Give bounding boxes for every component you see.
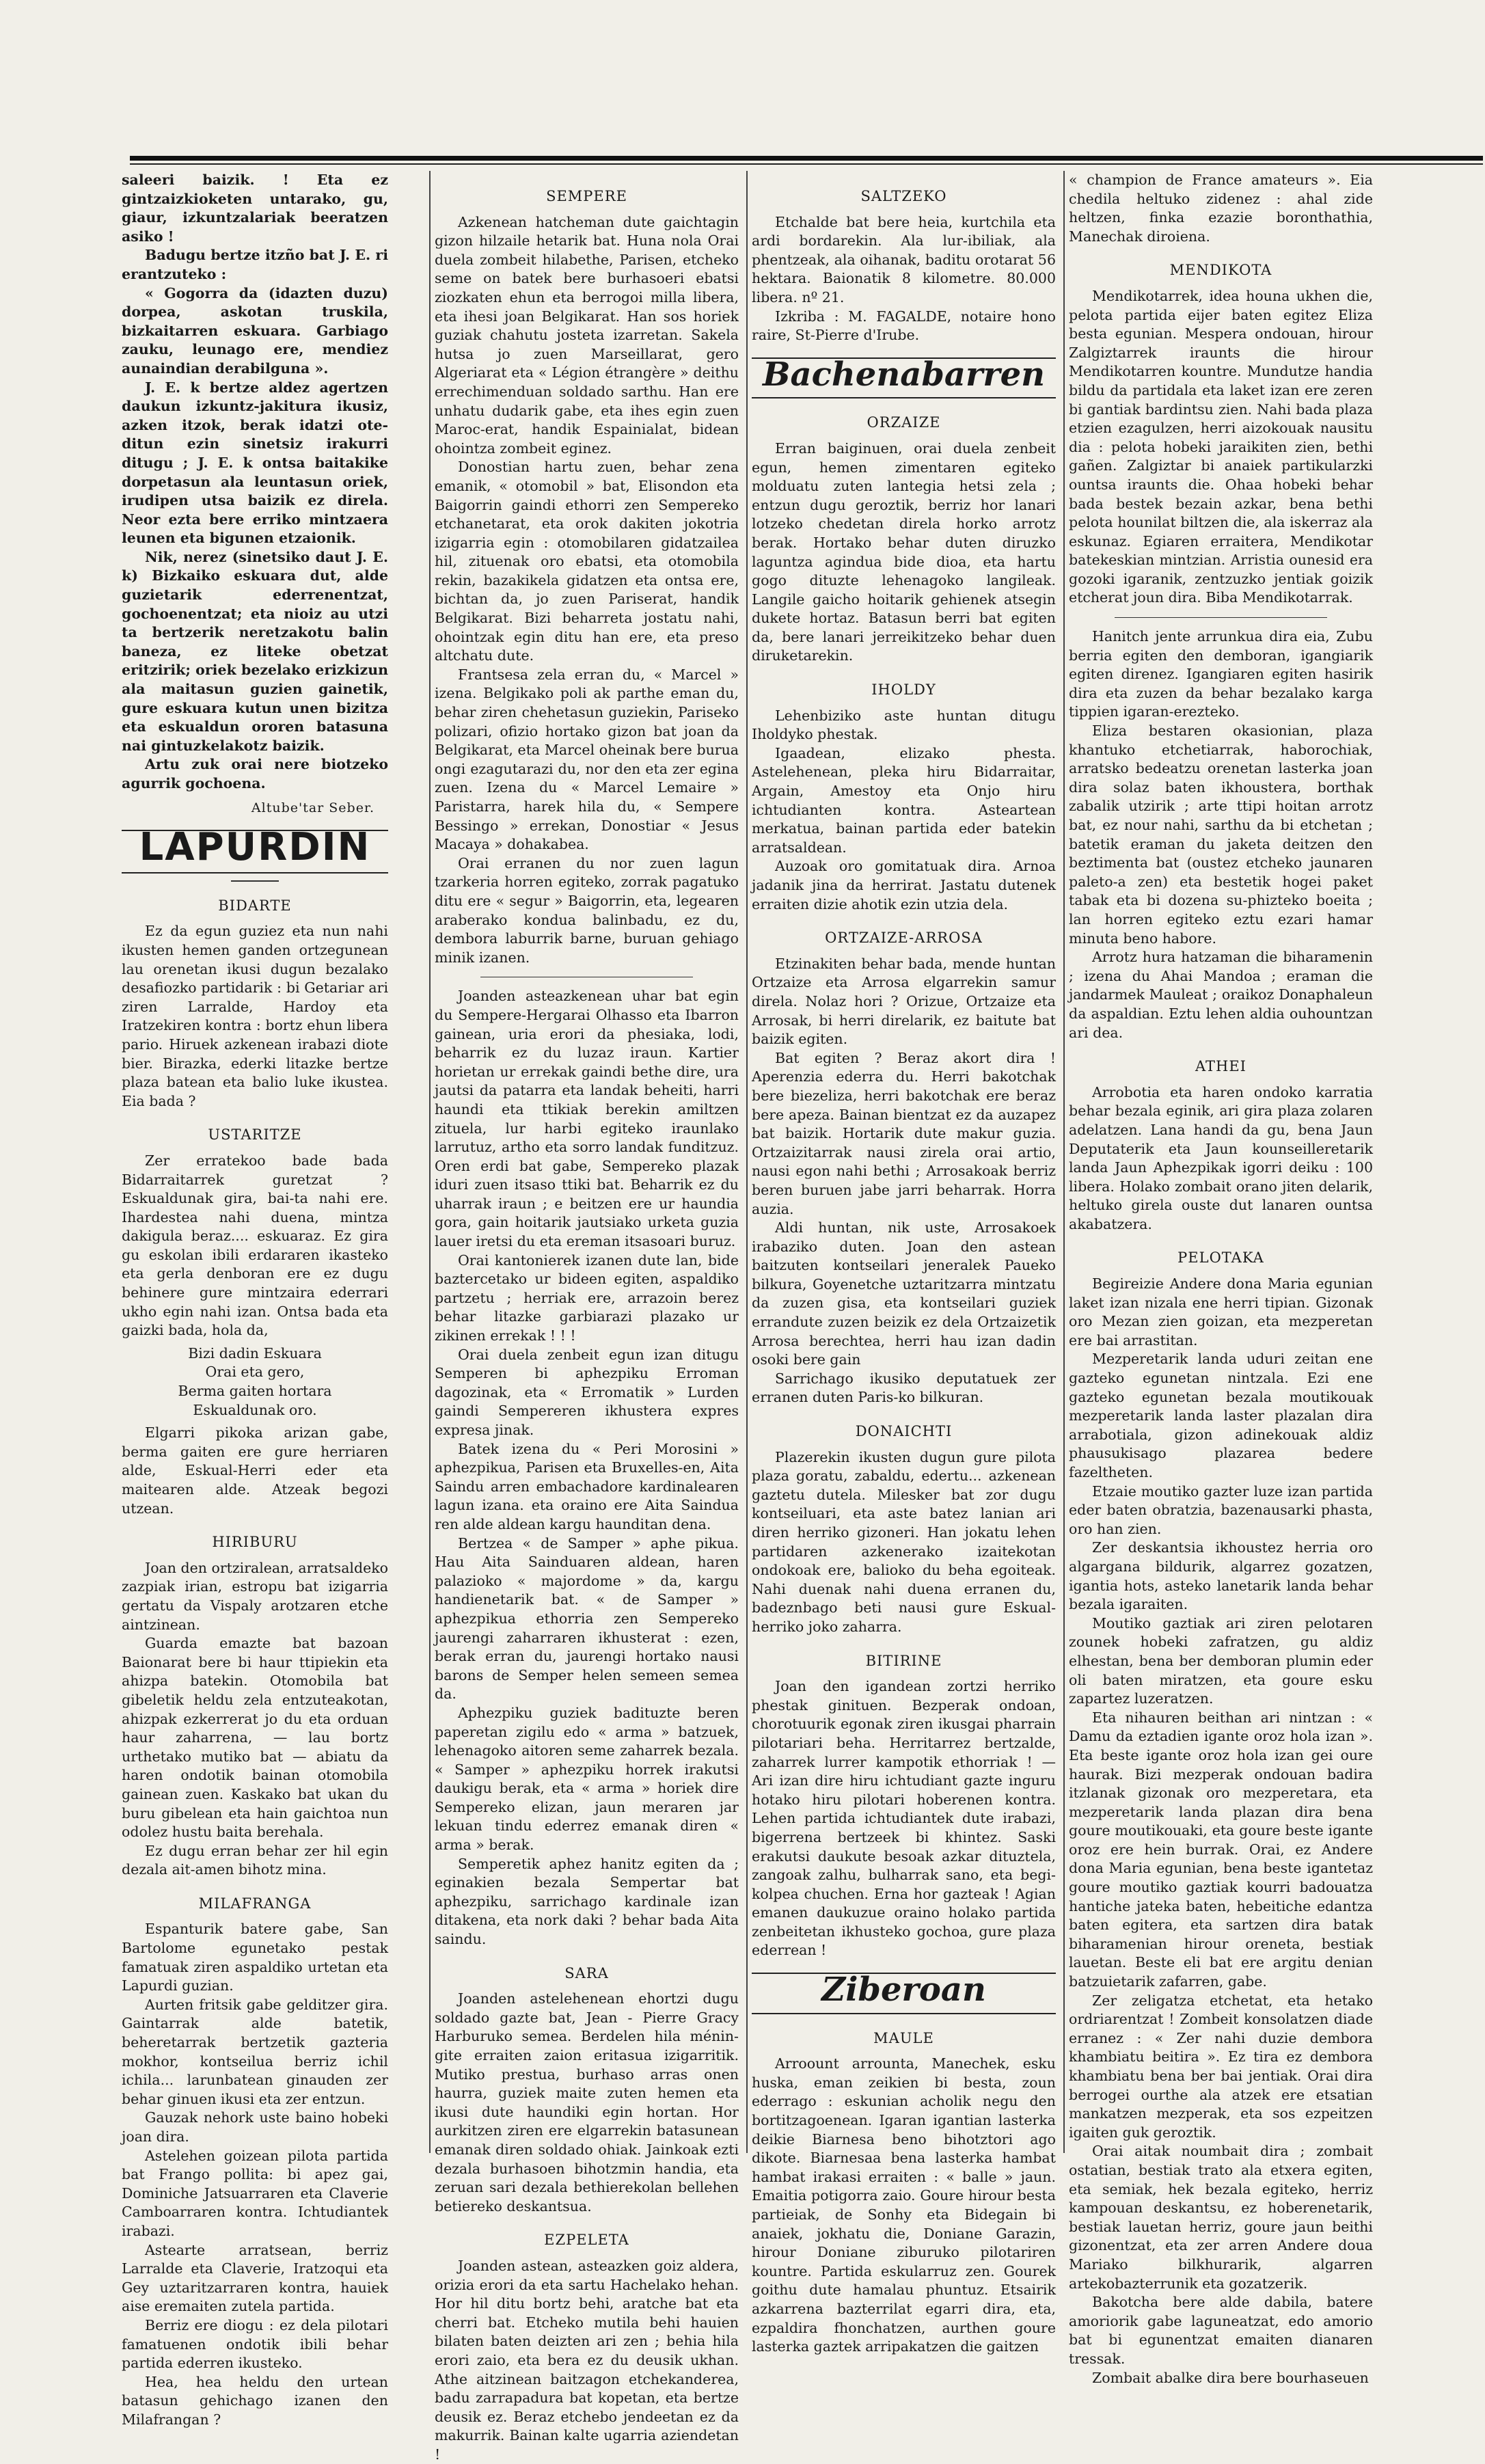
region-title: Bachenabarren	[762, 355, 1045, 394]
paragraph: Hea, hea heldu den urtean batasun gehichago izanen den Milafrangan ?	[122, 2373, 388, 2428]
paragraph: saleeri baizik. ! Eta ez gintzaizkioketen untarako, gu, giaur, izkuntzalariak beeratzen asiko !	[122, 172, 388, 245]
paragraph: Plazerekin ikusten dugun gure pilota plaza goratu, zabaldu, edertu... azkenean gaztetu dutela. Milesker bat zor dugu kontseiluari, eta aste batez lanian ari diren herriko gizoneri. Han jokatu lehen partidaren azkenerako izaitekotan ondokoak ere, balioko du beha egoiteak. Nahi duenak nahi duena erranen du, badeznbago beti nausi gure Eskual-herriko joko zaharra.	[752, 1448, 1056, 1635]
paragraph: Elgarri pikoka arizan gabe, berma gaiten ere gure herriaren alde, Eskual-Herri eder eta maitearen alde. Atzeak begozi utzean.	[122, 1424, 388, 1517]
paragraph: Etchalde bat bere heia, kurtchila eta ardi bordarekin. Ala lur-ibiliak, ala phentzeak, ala oihanak, baditu orotarat 56 hektara. Baionatik 8 kilometre. 80.000 libera. nº 21.	[752, 213, 1056, 306]
paragraph: Zer zeligatza etchetat, eta hetako ordriarentzat ! Zombeit konsolatzen diade erranez : « Zer nahi duzie dembora khambiatu beitira ». Ez tira ez dembora khambiatu bena ber bai jentiak. Orai dira berrogei ourthe ala atzek ere etsatian mankatzen mezperak, eta sos ezpeitzen igaiten guk geroztik.	[1069, 1992, 1373, 2141]
section-title-bidarte: BIDARTE	[218, 897, 292, 914]
section-title-sempere: SEMPERE	[546, 188, 627, 204]
column-1	[122, 171, 388, 2428]
signature: Altube'tar Seber.	[251, 800, 374, 815]
section-title-pelotaka: PELOTAKA	[1177, 1249, 1264, 1267]
paragraph: Orai erranen du nor zuen lagun tzarkeria horren egiteko, zorrak pagatuko ditu ere « segur » Baigorrin, eta, legearen araberako kondua balinbadu, ez du, dembora laburrik barne, buruan gehiago minik izanen.	[435, 854, 739, 966]
section-title-ezpeleta: EZPELETA	[544, 2232, 629, 2249]
paragraph: Bat egiten ? Beraz akort dira ! Aperenzia ederra du. Herri bakotchak bere biezeliza, herri bakotchak ere beraz bere apeza. Bainan bientzat ez da auzapez bat baizik. Hortarik dute makur guzia. Ortzaizitarrak nausi zirela orai artio, nausi egon nahi bethi ; Arrosakoak berriz beren buruen jabe jarri beharrak. Horra auzia.	[752, 1049, 1056, 1217]
paragraph: Mendikotarrek, idea houna ukhen die, pelota partida eijer baten egitez Eliza besta egunian. Mespera ondouan, hirour Zalgiztarrek iraunts die hirour Mendikotarren kountre. Mundutze handia bildu da partidala eta laket izan ere zeren bi gantiak bardintsu zien. Nahi bada plaza etzien ezagulzen, herri aizokouak nausitu dia : pelota hobeki jaraikiten zien, bethi gañen. Zalgiztar bi anaiek partikularzki ountsa iraunts die. Ohaa hobeki behar bada bestek bezain azkar, bena bethi pelota hounilat biltzen die, ala iskerraz ala eskunaz. Egiaren erraitera, Mendikotar batekeskian mintzian. Arristia ounesid era gozoki igaranik, zentzuzko jentiak goizik etcherat joun dira. Biba Mendikotarrak.	[1069, 287, 1373, 606]
paragraph: Joanden astelehenean ehortzi dugu soldado gazte bat, Jean - Pierre Gracy Harburuko semea. Berdelen hila ménin-gite erraiten zaion eritasua izigarritik. Mutiko prestua, burhaso arras onen haurra, guziek maite zuten hemen eta ikusi dute haundiki egin hortan. Hor aurkitzen ziren ere elgarrekin batasunean emanak diren soldado ohiak. Jainkoak ezti dezala burhasoen bihotzmin handia, eta zeruan sari dezala bethierekolan bellehen betiereko deskantsua.	[435, 1990, 739, 2215]
section-title-bitirine: BITIRINE	[865, 1652, 942, 1669]
paragraph: « champion de France amateurs ». Eia chedila heltuko zidenez : ahal zide heltzen, finka ezazie boronthathia, Manechak diroiena.	[1069, 172, 1373, 245]
section-title-milafranga: MILAFRANGA	[198, 1895, 312, 1912]
paragraph: Astearte arratsean, berriz Larralde eta Claverie, Iratzoqui eta Gey uztaritzarraren kontra, hauiek aise eremaiten zutela partida.	[122, 2241, 388, 2315]
paragraph: Arroount arrounta, Manechek, esku huska, eman zeikien bi besta, zoun ederrago : eskunian acholik negu den bortitzagoenean. Igaran igantian lasterka deikie Biarnesa beno bihotztori ago dikote. Biarnesaa bena lasterka hambat hambat irakasi erraiten : « balle » jaun. Emaitia potigorra zaio. Goure hirour besta partieiak, de Sonhy eta Bidegain bi anaiek, jokhatu die, Doniane Garazin, hirour Doniane ziburuko pilotariren kountre. Partida eskularruz zen. Gourek goithu dute hamalau phuntuz. Etsairik azkarrena bazterrilat egarri dira, eta, ezpaldira fhonchatzen, aurthen goure lasterka gaztek arripakatzen die gaitzen	[752, 2055, 1056, 2355]
region-title: LAPURDIN	[139, 825, 371, 870]
paragraph: Aurten fritsik gabe gelditzer gira. Gaintarrak alde batetik, beheretarrak bertzetik gazteria mokhor, kontseilua berriz ichil ichila... larunbatean ginauden zer behar ginuen ikusi eta zer entzun.	[122, 1996, 388, 2107]
divider	[1115, 617, 1328, 618]
paragraph: Orai aitak noumbait dira ; zombait ostatian, bestiak trato ala etxera egiten, eta semiak, hek bezala egiteko, herriz kampouan deskantsu, ez hoberenetarik, bestiak lauetan herriz, goure jaun beithi gizonentzat, eta zer arren Andere doua Mariako bilkhurarik, algarren artekobazterrunik eta gozatzerik.	[1069, 2143, 1373, 2292]
paragraph: Mezperetarik landa uduri zeitan ene gazteko egunetan nintzala. Ezi ene gazteko egunetan bezala moutikouak mezperetarik landa laster plazalan dira arrabotiala, gizon adinekouak aldiz phausukisago plazarea bedere fazeltheten.	[1069, 1351, 1373, 1480]
paragraph: Hanitch jente arrunkua dira eia, Zubu berria egiten den demboran, igangiarik egiten direnez. Igangiaren egiten hasirik dira eta zuzen da behar bezalako karga tippien igaran-erezteko.	[1069, 628, 1373, 720]
paragraph: Aphezpiku guziek badituzte beren paperetan zigilu edo « arma » batzuek, lehenagoko aitoren seme zaharrek bezala. « Samper » aphezpiku horrek irakutsi daukigu berak, eta « arma » horiek dire Sempereko elizan, jaun meraren jar lekuan tindu ederrez emanak diren « arma » berak.	[435, 1704, 739, 1854]
paragraph: Zombait abalke dira bere bourhaseuen	[1092, 2369, 1369, 2386]
region-title: Ziberoan	[821, 1971, 986, 2009]
paragraph: Azkenean hatcheman dute gaichtagin gizon hilzaile hetarik bat. Huna nola Orai duela zombeit hilabethe, Parisen, etcheko seme on batek bere burhasoeri ebatsi ziozkaten ehun eta berrogoi milla libera, eta ihesi joan Belgikarat. Han sos horiek guziak chahutu josteta izarretan. Sakela hutsa jo zuen Marseillarat, gero Algeriarat eta « Légion étrangère » deithu errechimenduan soldado sarthu. Han ere unhatu dudarik gabe, eta ihes egin zuen Maroc-erat, handik Espainialat, bidean ohointza zombeit eginez.	[435, 213, 739, 457]
column-divider	[746, 171, 748, 2153]
region-masthead-lapurdin	[122, 825, 388, 874]
paragraph: « Gogorra da (idazten duzu) dorpea, askotan truskila, bizkaitarren eskuara. Garbiago zauku, leunago ere, mendiez aunaindian derabilguna ».	[122, 284, 388, 377]
paragraph: Etzaie moutiko gazter luze izan partida eder baten obratzia, bazenausarki phasta, oro han zien.	[1069, 1483, 1373, 1537]
paragraph: Gauzak nehork uste baino hobeki joan dira.	[122, 2109, 388, 2145]
paragraph: Espanturik batere gabe, San Bartolome egunetako pestak famatuak ziren aspaldiko urtetan eta Lapurdi guzian.	[122, 1921, 388, 1994]
paragraph: Semperetik aphez hanitz egiten da ; eginakien bezala Sempertar bat aphezpiku, sarrichago kardinale izan ditakena, eta nork daki ? behar bada Aita saindu.	[435, 1855, 739, 1948]
paragraph: Auzoak oro gomitatuak dira. Arnoa jadanik jina da herrirat. Jastatu dutenek erraiten dizie ahotik ezin utzia dela.	[752, 858, 1056, 912]
region-masthead-bachenabarren	[752, 357, 1056, 399]
section-title-ustaritze: USTARITZE	[208, 1126, 302, 1143]
paragraph: Ez dugu erran behar zer hil egin dezala ait-amen bihotz mina.	[122, 1842, 388, 1878]
paragraph: Moutiko gaztiak ari ziren pelotaren zounek hobeki zafratzen, gu aldiz elhestan, bena ber demboran plumin eder oli baten miratzen, eta goure esku zapartez luzeratzen.	[1069, 1614, 1373, 1707]
paragraph: Joanden astean, asteazken goiz aldera, orizia erori da eta sartu Hachelako hehan. Hor hil ditu bortz behi, aratche bat eta cherri bat. Etcheko mutila behi hauien bilaten baten deizten ari zen ; behia hila erori zaio, eta bera ez du deusik ukhan. Athe aitzinean baitzagon etchekanderea, badu zarrapadura bat kopetan, eta bertze deusik ez. Beraz etchebo jendeetan ez da makurrik. Bainan kalte ugarria aziendetan !	[435, 2257, 739, 2463]
section-title-sara: SARA	[564, 1964, 609, 1981]
paragraph: Guarda emazte bat bazoan Baionarat bere bi haur ttipiekin eta ahizpa batekin. Otomobila bat gibeletik heldu zela entzuteakotan, ahizpak ezkerrerat jo du eta orduan haur zaharrena, — lau bortz urthetako mutiko bat — abiatu da haren ondotik bainan otomobila gainean zuen. Kaskako bat ukan du buru gibelean eta hain gaichtoa nun odolez hustu baita berehala.	[122, 1635, 388, 1841]
paragraph: Eliza bestaren okasionian, plaza khantuko etchetiarrak, haborochiak, arratsko bedeatzu orenetan lasterka joan dira solaz baten ikhoustera, borthak zabalik utzirik ; arte ttipi hoitan arrotz bat, ez nour nahi, sarthu da bi etchetan ; batetik eraman du jaketa deitzen den beztimenta bat (oustez etcheko jaunaren paleto-a zen) eta bestetik hogei paket tabak eta bi dozena su-phizteko boeita ; lan horren egiteko eztu ezari hamar minuta beno habore.	[1069, 722, 1373, 947]
paragraph: Aldi huntan, nik uste, Arrosakoek irabaziko duten. Joan den astean baitzuten kontseilari jeneralek Paueko bilkura, Goyenetche uztaritzarra mintzatu da zuzen gisa, eta kontseilari guziek errandute zuzen beizik ez dela Ortzaizetik Arrosa berechtea, herri hau izan dadin osoki bere gain	[752, 1219, 1056, 1368]
section-title-maule: MAULE	[873, 2029, 934, 2046]
paragraph: Eta nihauren beithan ari nintzan : « Damu da eztadien igante oroz hola izan ». Eta beste igante oroz hola izan gei oure haurak. Bizi mezperak ondouan badira itzlanak gizonak oro mezperetara, eta mezperetarik landa plazan dira bena goure moutikouaki, eta goure beste igante oroz ere hein burrak. Orai, ez Andere dona Maria egunian, bena beste igantetaz goure moutiko gaztiak kourri badouatza hantiche jateka baten, hebeitiche edantza baten egitera, eta sartzen dira batak biharamenian hirour oreneta, bestiak lauetan. Beste eli bat ere argitu denian batzuietarik zafarren, gabe.	[1069, 1709, 1373, 1990]
verse-line: Orai eta gero,	[205, 1364, 305, 1381]
paragraph: Ez da egun guziez eta nun nahi ikusten hemen ganden ortzegunean lau orenetan ikusi dugun bezalako desafiozko partidarik : bi Getariar ari ziren Larralde, Hardoy eta Iratzekiren kontra : bortz ehun libera pario. Hiruek azkenean irabazi diote bier. Birazka, ederki litazke bertze plaza batean eta balio luke ikustea. Eia bada ?	[122, 923, 388, 1109]
section-title-donaichti: DONAICHTI	[855, 1423, 953, 1440]
paragraph: Artu zuk orai nere biotzeko agurrik gochoena.	[122, 756, 388, 791]
paragraph: Orai duela zenbeit egun izan ditugu Semperen bi aphezpiku Erroman dagozinak, eta « Erromatik » Lurden gaindi Sempereren ikhustera expres expresa jinak.	[435, 1346, 739, 1438]
section-title-iholdy: IHOLDY	[871, 681, 936, 699]
paragraph: Begireizie Andere dona Maria egunian laket izan nizala ene herri tipian. Gizonak oro Mezan zien goizan, eta mezperetan ere bai arrastitan.	[1069, 1275, 1373, 1349]
section-title-mendikota: MENDIKOTA	[1169, 262, 1272, 279]
paragraph: J. E. k bertze aldez agertzen daukun izkuntz-jakitura ikusiz, azken itzok, berak idatzi ote-ditun ezin sinetsiz irakurri ditugu ; J. E. k ontsa baitakike dorpetasun ala leuntasun oriek, irudipen utsa baizik ez direla. Neor ezta bere erriko mintzaera leunen eta bigunen etzaionik.	[122, 379, 388, 547]
section-title-athei: ATHEI	[1195, 1058, 1246, 1075]
column-divider	[429, 171, 431, 2153]
paragraph: Orai kantonierek izanen dute lan, bide baztercetako ur bideen egiten, aspaldiko partzetu ; herriak ere, arrazoin berez behar litazke garbiarazi plazako ur zikinen errekak ! ! !	[435, 1251, 739, 1344]
paragraph: Joan den ortziralean, arratsaldeko zazpiak irian, estropu bat izigarria gertatu da Vispaly arotzaren etche aintzinean.	[122, 1559, 388, 1633]
verse-line: Berma gaiten hortara	[178, 1383, 332, 1400]
verse-line: Eskualdunak oro.	[193, 1401, 317, 1418]
paragraph: Donostian hartu zuen, behar zena emanik, « otomobil » bat, Elisondon eta Baigorrin gaindi ethorri zen Sempereko etchanetarat, eta orok dakiten jokotria izigarria egin : otomobilaren gidatzailea hil, zituenak oro ebatsi, eta otomobila rekin, bazakikela gidatzen eta ontsa ere, bichtan da, jo zuen Pariserat, handik Belgikarat. Bizi beharreta jostatu nahi, ohointzak egin ditu han ere, eta preso altchatu dute.	[435, 459, 739, 664]
paragraph: Berriz ere diogu : ez dela pilotari famatuenen ondotik ibili behar partida ederren ikusteko.	[122, 2316, 388, 2372]
section-title-saltzeko: SALTZEKO	[860, 188, 947, 204]
column-divider	[1063, 171, 1065, 2153]
paragraph: Batek izena du « Peri Morosini » aphezpikua, Parisen eta Bruxelles-en, Aita Saindu arren embachadore kardinalearen lagun izana. eta oraino ere Aita Saindua ren alde aldean kargu haunditan dena.	[435, 1440, 739, 1532]
paragraph: Joan den igandean zortzi herriko phestak ginituen. Bezperak ondoan, chorotuurik egonak ziren ikusgai pharrain pilotariari beha. Herritarrez bertzalde, zaharrek lurrer kampotik ethorriak ! — Ari izan dire hiru ichtudiant gazte inguru hotako hiru pilotari hoberenen kontra. Lehen partida ichtudiantek dute irabazi, bigerrena bertzeek bi khintez. Saski erakutsi daukute besoak azkar dituztela, zangoak zalhu, bulharrak sano, eta begi-kolpea chuchen. Erna hor gazteak ! Agian emanen daukuzue oraino holako partida zenbeitetan ikhusteko gochoa, gure plaza ederrean !	[752, 1678, 1056, 1959]
paragraph: Frantsesa zela erran du, « Marcel » izena. Belgikako poli ak parthe eman du, behar ziren chehetasun guziekin, Pariseko polizari, ofizio hortako gizon bat joan da Belgikarat, eta Marcel oheinak bere burua ongi ezagutarazi du, nor den eta zer egina zuen. Izena du « Marcel Lemaire » Paristarra, harek hila du, « Sempere Bessingo » errekan, Donostiar « Jesus Macaya » dohakabea.	[435, 666, 739, 853]
paragraph: Bertzea « de Samper » aphe pikua. Hau Aita Sainduaren aldean, haren palazioko « majordome » da, kargu handienetarik bat. « de Samper » aphezpikua ethorria zen Sempereko jaurengi zaharraren ikhusterat : ezen, berak erran du, jaurengi hortako nausi barons de Semper helen semeen semea da.	[435, 1534, 739, 1703]
paragraph: Igaadean, elizako phesta. Astelehenean, pleka hiru Bidarraitar, Argain, Amestoy eta Onjo hiru ichtudianten kontra. Asteartean merkatua, bainan partida eder batekin arratsaldean.	[752, 744, 1056, 856]
column-3	[752, 171, 1056, 2355]
region-masthead-ziberoan	[752, 1973, 1056, 2014]
paragraph: Zer erratekoo bade bada Bidarraitarrek guretzat ? Eskualdunak gira, bai-ta nahi ere. Ihardestea nahi duena, mintza dakigula beraz.... eskuaraz. Ez gira gu eskolan ibili erdararen ikasteko eta gerla denboran ere ez dugu behinere gure mintzaira ederrari ukho egin nahi izan. Ontsa bada eta gaizki bada, hola da,	[122, 1152, 388, 1339]
paragraph: Joanden asteazkenean uhar bat egin du Sempere-Hergarai Olhasso eta Ibarron gainean, uria erori da phesiaka, lodi, beharrik ez du luzaz iraun. Kartier horietan ur errekak gaindi bethe dire, ura jautsi da patarra eta landak beheiti, harri haundi eta ttikiak berekin amiltzen zituela, lur harbi egiteko iraunlako larrutuz, artho eta sorro landak funditzuz. Oren erdi bat gabe, Sempereko plazak iduri zuen itsaso ttiki bat. Beharrik ez du uharrak iraun ; e beitzen ere ur haundia gora, gain hoitarik jautsiako urketa guzia lauer iretsi du eta ereman itsasoari buruz.	[435, 988, 739, 1250]
column-2	[435, 171, 739, 2463]
paragraph: Lehenbiziko aste huntan ditugu Iholdyko phestak.	[752, 707, 1056, 743]
section-title-hiriburu: HIRIBURU	[212, 1534, 298, 1551]
paragraph: Badugu bertze itzño bat J. E. ri erantzuteko :	[122, 247, 388, 282]
paragraph: Zer deskantsia ikhoustez herria oro algargana bildurik, algarrez gozatzen, igantia hots, asteko lanetarik landa behar bezala igaraiten.	[1069, 1539, 1373, 1613]
paragraph: Arrotz hura hatzaman die biharamenin ; izena du Ahai Mandoa ; eraman die jandarmek Mauleat ; oraikoz Donaphaleun da aspaldian. Eztu lehen aldia ouhountzan ari dea.	[1069, 949, 1373, 1041]
paragraph: Bakotcha bere alde dabila, batere amoriorik gabe laguneatzat, edo amorio bat bi egunentzat emaiten dianaren tressak.	[1069, 2294, 1373, 2367]
verse	[122, 1344, 388, 1420]
section-title-ortzaize-arrosa: ORTZAIZE-ARROSA	[825, 930, 983, 947]
column-4	[1069, 171, 1373, 2386]
paragraph: Sarrichago ikusiko deputatuek zer erranen duten Paris-ko bilkuran.	[752, 1370, 1056, 1406]
section-title-orzaize: ORZAIZE	[867, 414, 941, 431]
paragraph: Arrobotia eta haren ondoko karratia behar bezala eginik, ari gira plaza zolaren adelatzen. Lana handi da gu, bena Jaun Deputaterik eta Jaun kounseilleretarik landa Jaun Aphezpikak igorri deiku : 100 libera. Holako zombait orano jiten delarik, heltuko girela ouste dut lanaren ountsa akabatzera.	[1069, 1083, 1373, 1232]
notice: Izkriba : M. FAGALDE, notaire hono raire, St-Pierre d'Irube.	[752, 308, 1056, 344]
verse-line: Bizi dadin Eskuara	[188, 1344, 322, 1362]
paragraph: Nik, nerez (sinetsiko daut J. E. k) Bizkaiko eskuara dut, alde guzietarik ederrenentzat, gochoenentzat; eta nioiz au utzi ta bertzerik neretzakotu balin baneza, ez liteke obetzat eritzirik; oriek bezelako erizkizun ala maitasun guzien gainetik, gure eskuara kutun unen bizitza eta eskualdun ororen batasuna nai gintuzkelakotz baizik.	[122, 548, 388, 754]
paragraph: Erran baiginuen, orai duela zenbeit egun, hemen zimentaren egiteko molduatu zuten lantegia hetsi zela ; entzun dugu geroztik, berriz hor lanari lotzeko chedetan direla horko arrotz berak. Hortako behar duten diruzko laguntza agindua bide dioa, eta hartu gogo dituzte lehenagoko langileak. Langile gaicho hoitarik gehienek atsegin dukete hortaz. Batasun berri bat egiten da, bere lanari jerreikitzeko behar duen diruketarekin.	[752, 439, 1056, 664]
top-rule	[130, 156, 1483, 165]
paragraph: Astelehen goizean pilota partida bat Frango pollita: bi apez gai, Dominiche Jatsuarraren eta Claverie Camboarraren kontra. Ichtudiantek irabazi.	[122, 2147, 388, 2239]
divider	[231, 880, 279, 882]
paragraph: Etzinakiten behar bada, mende huntan Ortzaize eta Arrosa elgarrekin samur direla. Nolaz hori ? Orizue, Ortzaize eta Arrosak, bi herri direlarik, ez baitute bat baizik egiten.	[752, 955, 1056, 1048]
